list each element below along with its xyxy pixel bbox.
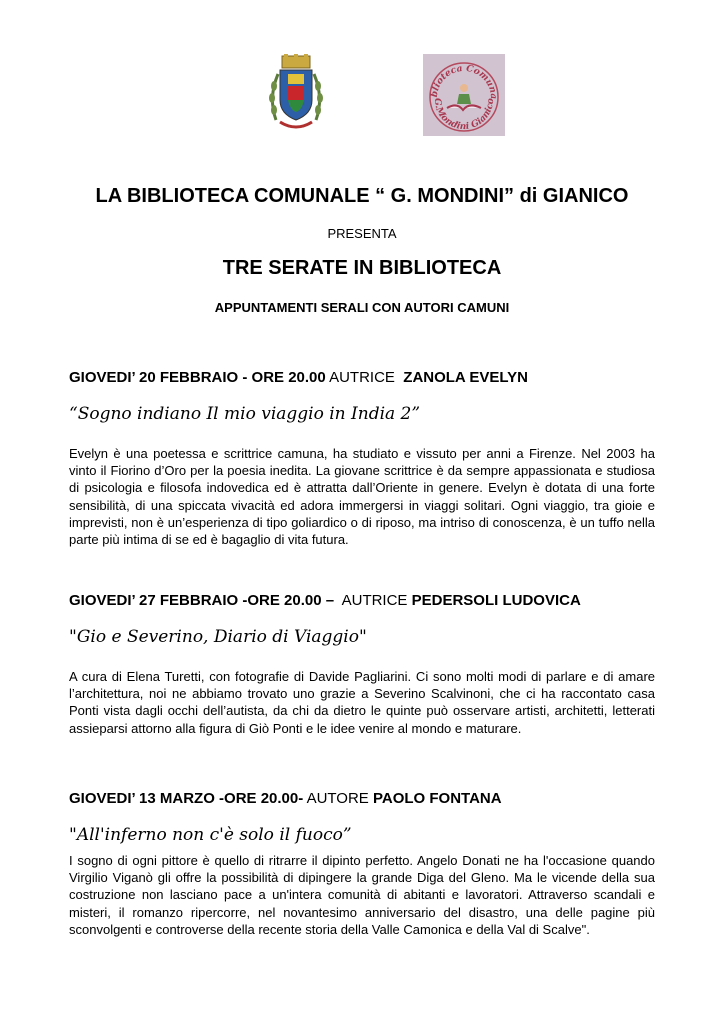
event-role: AUTRICE	[334, 592, 412, 609]
event-description-2: A cura di Elena Turetti, con fotografie di Davide Pagliarini. Ci sono molti modi di parlare e di amare l’architettura, noi ne abbiamo trovato uno grazie a Severino Scalvinoni, che ci ha raccontato casa Ponti vista dagli occhi dell’autista, da chi da dietro le quinte può osservare artisti, architetti, letterati assieparsi attorno alla figura di Giò Ponti e le idee venire al mondo e maturare.	[69, 669, 655, 736]
seal-text-bottom: G.Mondini Gianico	[431, 97, 497, 133]
event-description-1: Evelyn è una poetessa e scrittrice camuna, ha studiato e vissuto per anni a Firenze. Nel 2003 ha vinto il Fiorino d’Oro per la poesia inedita. La giovane scrittrice è da sempre appassionata e studiosa di psicologia e filosofa indovedica ed è attratta dall’Oriente in genere. Evelyn è dotata di una forte sensibilità, di una spiccata vivacità ed adora immergersi in viaggi solitari. Ogni viaggio, tra gioie e imprevisti, non è un’esperienza di tipo goliardico o di riposo, ma intriso di conoscenza, è un tuffo nella parte più intima di se ed è bagaglio di vita futura.	[69, 446, 655, 548]
event-series-title: TRE SERATE IN BIBLIOTECA	[222, 257, 502, 279]
event-author: PAOLO FONTANA	[372, 790, 502, 807]
event-date: GIOVEDI’ 13 MARZO -ORE 20.00-	[69, 790, 304, 807]
presenta-label: PRESENTA	[327, 226, 397, 241]
event-description-3: I sogno di ogni pittore è quello di ritrarre il dipinto perfetto. Angelo Donati ne ha l'occasione quando Virgilio Viganò gli offre la possibilità di dipingere la grande Diga del Gleno. Ma le vicende della sua costruzione non lasciano pace a un'intera comunità di abitanti e lavoratori. Attraverso scandali e misteri, il romanzo ripercorre, nel novantesimo anniversario del disastro, una delle pagine più sconvolgenti e controverse della recente storia della Valle Camonica e della Val di Scalve".	[69, 853, 655, 937]
event-heading-3	[69, 790, 502, 807]
event-author: ZANOLA EVELYN	[399, 369, 529, 386]
event-date: GIOVEDI’ 20 FEBBRAIO - ORE 20.00	[69, 369, 326, 386]
event-heading-2	[69, 592, 581, 609]
event-role: AUTRICE	[325, 369, 400, 386]
book-title-1: “Sogno indiano Il mio viaggio in India 2”	[69, 404, 421, 424]
event-date: GIOVEDI’ 27 FEBBRAIO -ORE 20.00 –	[69, 592, 335, 609]
subtitle: APPUNTAMENTI SERALI CON AUTORI CAMUNI	[214, 300, 510, 315]
logos-row	[0, 52, 724, 138]
event-heading-1	[69, 369, 528, 386]
municipal-coat-of-arms-icon	[266, 54, 326, 134]
book-title-3: "All'inferno non c'è solo il fuoco”	[69, 825, 352, 845]
seal-text-top: blioteca Comuna	[429, 63, 499, 100]
event-role: AUTORE	[303, 790, 373, 807]
event-author: PEDERSOLI LUDOVICA	[411, 592, 581, 609]
page-title: LA BIBLIOTECA COMUNALE “ G. MONDINI” di GIANICO	[95, 185, 629, 207]
svg-text:Biblioteca Comunale	[423, 54, 498, 100]
book-title-2: "Gio e Severino, Diario di Viaggio"	[69, 627, 367, 647]
library-seal-logo	[423, 54, 505, 136]
